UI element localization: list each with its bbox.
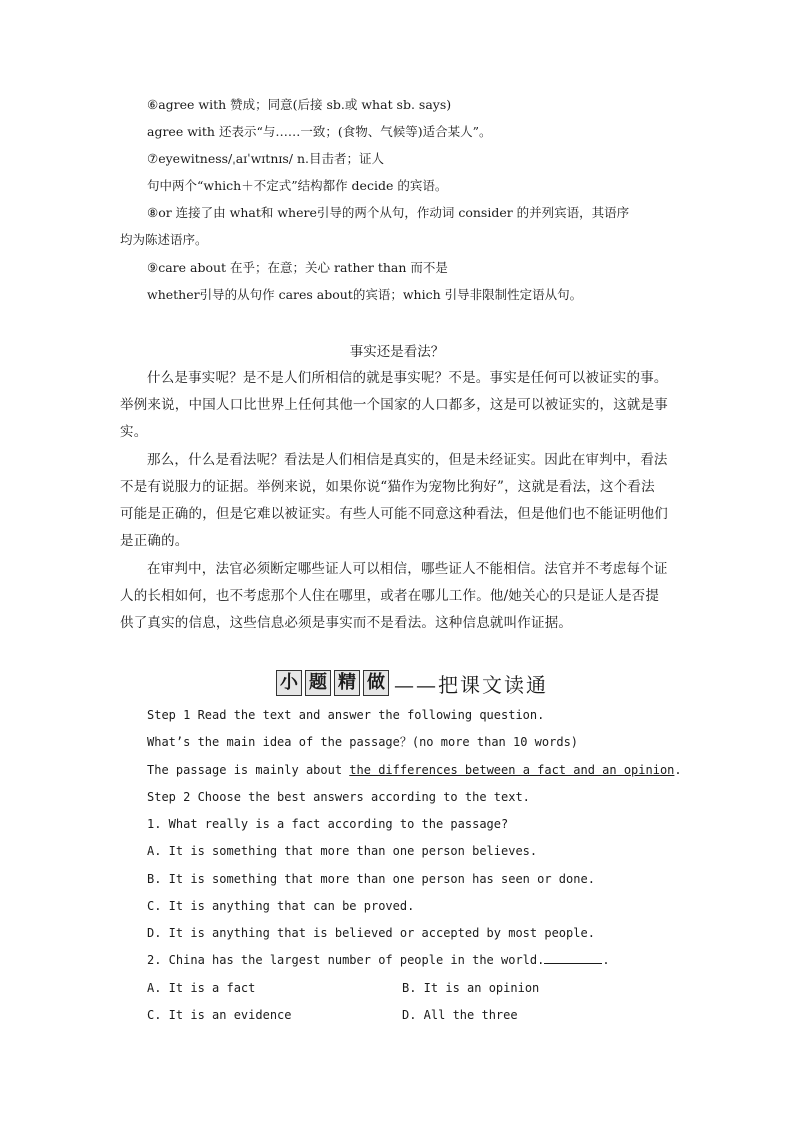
answer-suffix: . — [674, 763, 682, 777]
note-6-line-2: agree with 还表示“与……一致；(食物、气候等)适合某人”。 — [147, 124, 492, 139]
section-header — [276, 668, 548, 698]
section-header-subtitle: ——把课文读通 — [394, 672, 548, 697]
question-2-text: 2. China has the largest number of people in the world. — [147, 953, 545, 967]
question-1-option-c: C. It is anything that can be proved. — [147, 899, 415, 913]
answer-prefix: The passage is mainly about — [147, 763, 350, 777]
question-2-end: . — [602, 953, 610, 967]
section-header-boxed-char: 小 — [276, 670, 302, 696]
step-1-instruction: Step 1 Read the text and answer the following question. — [147, 708, 545, 722]
section-header-boxed-char: 精 — [334, 670, 360, 696]
translation-p1-line-3: 实。 — [120, 424, 148, 440]
section-header-boxed-char: 题 — [305, 670, 331, 696]
translation-p2-line-2: 不是有说服力的证据。举例来说，如果你说“猫作为宠物比狗好”，这就是看法，这个看法 — [120, 479, 655, 495]
translation-p1-line-1: 什么是事实呢？是不是人们所相信的就是事实呢？不是。事实是任何可以被证实的事。 — [147, 370, 668, 386]
question-1: 1. What really is a fact according to the passage? — [147, 817, 509, 831]
question-1-option-d: D. It is anything that is believed or accepted by most people. — [147, 926, 595, 940]
translation-p1-line-2: 举例来说，中国人口比世界上任何其他一个国家的人口都多，这是可以被证实的，这就是事 — [120, 397, 668, 413]
answer-blank — [544, 951, 602, 964]
note-7-line-2: 句中两个“which＋不定式”结构都作 decide 的宾语。 — [147, 178, 448, 193]
question-1-option-a: A. It is something that more than one person believes. — [147, 844, 538, 858]
note-6-line-1: ⑥agree with 赞成；同意(后接 sb.或 what sb. says) — [147, 97, 452, 112]
note-9-line-2: whether引导的从句作 cares about的宾语；which 引导非限制性定语从句。 — [147, 287, 583, 302]
translation-title: 事实还是看法？ — [349, 344, 445, 360]
main-idea-answer — [147, 761, 682, 779]
translation-p3-line-2: 人的长相如何，也不考虑那个人住在哪里，或者在哪儿工作。他/她关心的只是证人是否提 — [120, 588, 660, 604]
translation-p2-line-4: 是正确的。 — [120, 533, 189, 549]
step-2-instruction: Step 2 Choose the best answers according to the text. — [147, 790, 530, 804]
answer-text: the differences between a fact and an opinion — [349, 763, 675, 777]
translation-p2-line-3: 可能是正确的，但是它难以被证实。有些人可能不同意这种看法，但是他们也不能证明他们 — [120, 506, 668, 522]
note-9-line-1: ⑨care about 在乎；在意；关心 rather than 而不是 — [147, 260, 448, 275]
main-idea-question: What’s the main idea of the passage？(no more than 10 words) — [147, 735, 579, 749]
translation-p3-line-1: 在审判中，法官必须断定哪些证人可以相信，哪些证人不能相信。法官并不考虑每个证 — [147, 561, 668, 577]
translation-p2-line-1: 那么，什么是看法呢？看法是人们相信是真实的，但是未经证实。因此在审判中，看法 — [147, 452, 668, 468]
note-8-line-2: 均为陈述语序。 — [120, 232, 208, 247]
question-2-option-a: A. It is a fact — [147, 981, 256, 995]
section-header-boxed-char: 做 — [363, 670, 389, 696]
note-7-line-1: ⑦eyewitness/ˌaɪˈwɪtnɪs/ n.目击者；证人 — [147, 151, 384, 166]
translation-p3-line-3: 供了真实的信息，这些信息必须是事实而不是看法。这种信息就叫作证据。 — [120, 615, 573, 631]
question-2-option-c: C. It is an evidence — [147, 1008, 292, 1022]
question-2-option-b: B. It is an opinion — [402, 981, 540, 995]
note-8-line-1: ⑧or 连接了由 what和 where引导的两个从句，作动词 consider 的并列宾语，其语序 — [147, 205, 630, 220]
question-2-option-d: D. All the three — [402, 1008, 518, 1022]
question-1-option-b: B. It is something that more than one person has seen or done. — [147, 872, 595, 886]
question-2 — [147, 951, 610, 969]
